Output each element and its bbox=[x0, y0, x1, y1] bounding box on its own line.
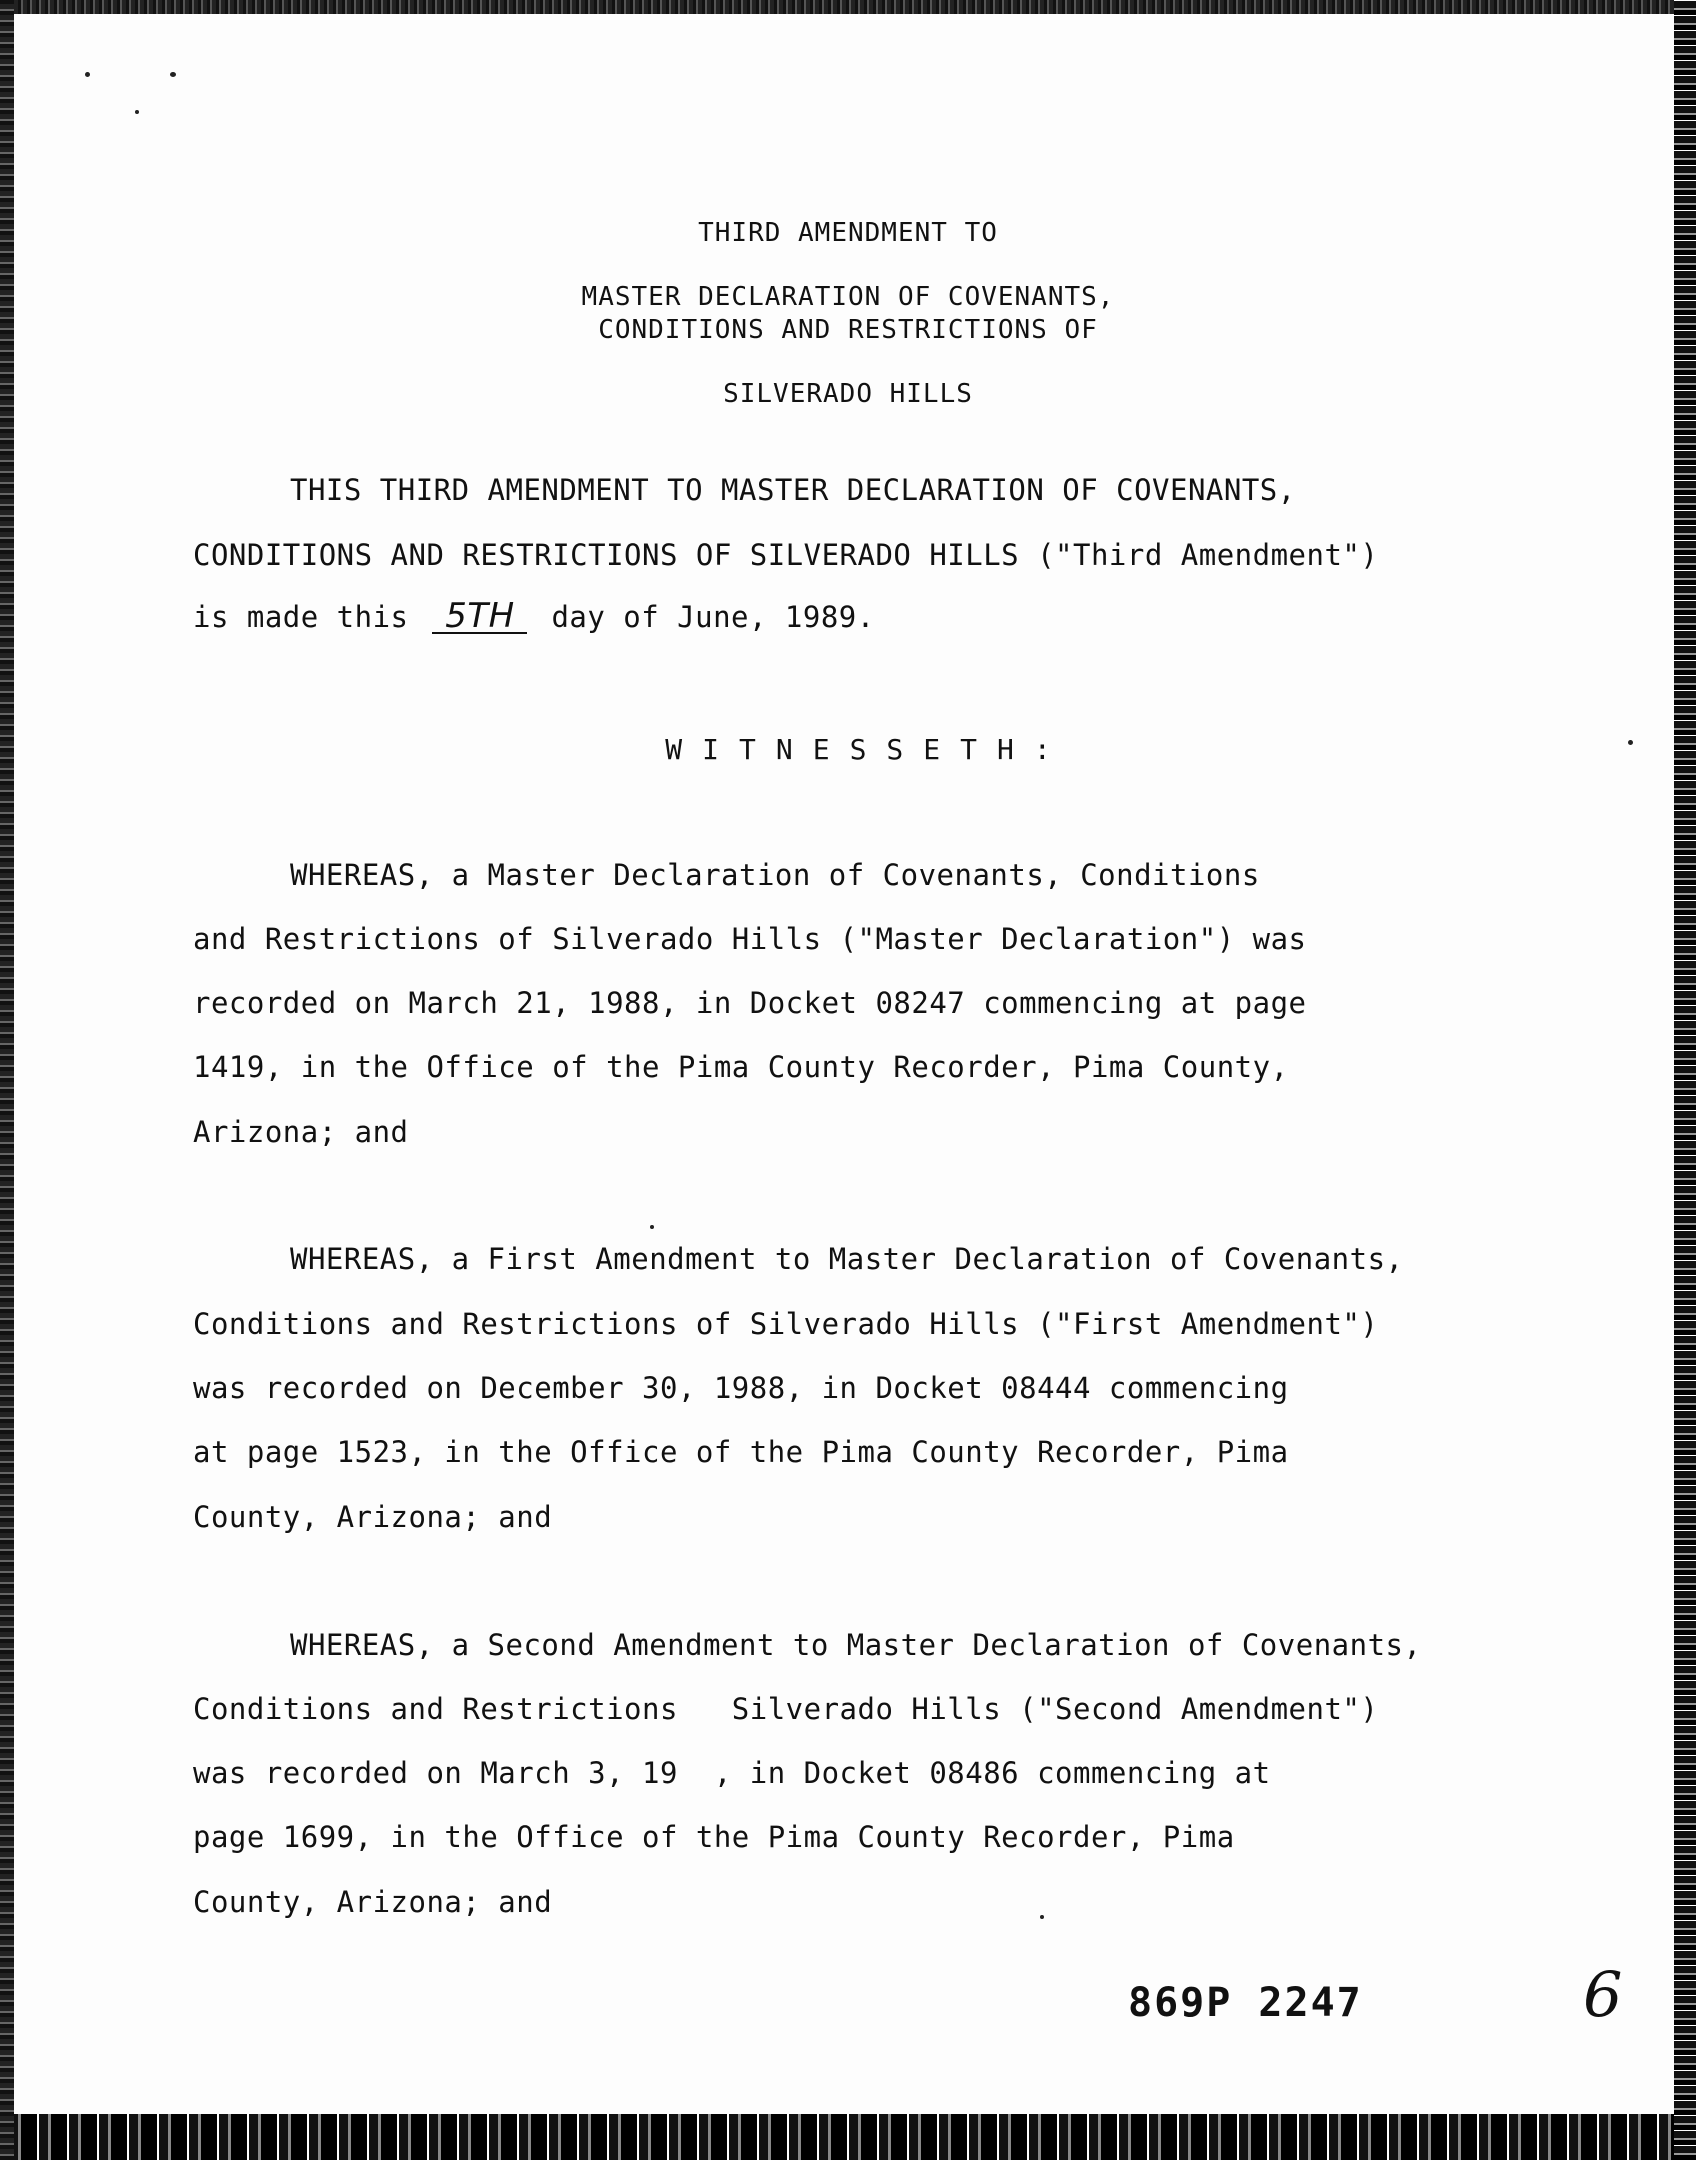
intro-line-3 bbox=[193, 596, 875, 636]
intro-line-1: THIS THIRD AMENDMENT TO MASTER DECLARATION OF COVENANTS, bbox=[290, 473, 1296, 507]
whereas2-line-5: County, Arizona; and bbox=[193, 1500, 553, 1534]
whereas2-line-2: Conditions and Restrictions of Silverado Hills ("First Amendment") bbox=[193, 1307, 1379, 1341]
title-line-2: MASTER DECLARATION OF COVENANTS, bbox=[581, 282, 1115, 312]
title-line-1: THIRD AMENDMENT TO bbox=[698, 218, 998, 248]
whereas1-line-5: Arizona; and bbox=[193, 1115, 409, 1149]
whereas1-line-2: and Restrictions of Silverado Hills ("Master Declaration") was bbox=[193, 922, 1307, 956]
title-line-3: CONDITIONS AND RESTRICTIONS OF bbox=[598, 315, 1098, 345]
whereas1-line-3: recorded on March 21, 1988, in Docket 08247 commencing at page bbox=[193, 986, 1307, 1020]
scan-speck bbox=[135, 110, 139, 114]
whereas3-line-3: was recorded on March 3, 19 , in Docket 08486 commencing at bbox=[193, 1756, 1271, 1790]
whereas2-line-4: at page 1523, in the Office of the Pima County Recorder, Pima bbox=[193, 1435, 1289, 1469]
scan-speck bbox=[1040, 1915, 1044, 1919]
whereas2-line-1: WHEREAS, a First Amendment to Master Declaration of Covenants, bbox=[290, 1242, 1404, 1276]
scan-border-bottom bbox=[0, 2114, 1696, 2160]
intro-line-3-before: is made this bbox=[193, 600, 409, 634]
whereas3-line-4: page 1699, in the Office of the Pima County Recorder, Pima bbox=[193, 1820, 1235, 1854]
whereas1-line-1: WHEREAS, a Master Declaration of Covenants, Conditions bbox=[290, 858, 1260, 892]
scan-speck bbox=[1628, 740, 1633, 745]
handwritten-page-number: 6 bbox=[1583, 1958, 1623, 2031]
title-line-4: SILVERADO HILLS bbox=[723, 379, 973, 409]
witnesseth-heading: WITNESSETH: bbox=[665, 733, 1071, 766]
whereas3-line-5: County, Arizona; and bbox=[193, 1885, 553, 1919]
whereas2-line-3: was recorded on December 30, 1988, in Docket 08444 commencing bbox=[193, 1371, 1289, 1405]
scan-speck bbox=[85, 72, 90, 77]
scan-border-top bbox=[0, 0, 1696, 14]
recording-stamp: 869P 2247 bbox=[1128, 1980, 1363, 2026]
whereas3-line-2: Conditions and Restrictions Silverado Hills ("Second Amendment") bbox=[193, 1692, 1379, 1726]
whereas1-line-4: 1419, in the Office of the Pima County Recorder, Pima County, bbox=[193, 1050, 1289, 1084]
scan-speck bbox=[170, 72, 176, 77]
handwritten-day: 5TH bbox=[432, 600, 527, 634]
intro-line-3-after: day of June, 1989. bbox=[551, 600, 875, 634]
whereas3-line-1: WHEREAS, a Second Amendment to Master Declaration of Covenants, bbox=[290, 1628, 1422, 1662]
intro-line-2: CONDITIONS AND RESTRICTIONS OF SILVERADO HILLS ("Third Amendment") bbox=[193, 538, 1379, 572]
scan-speck bbox=[650, 1225, 654, 1229]
